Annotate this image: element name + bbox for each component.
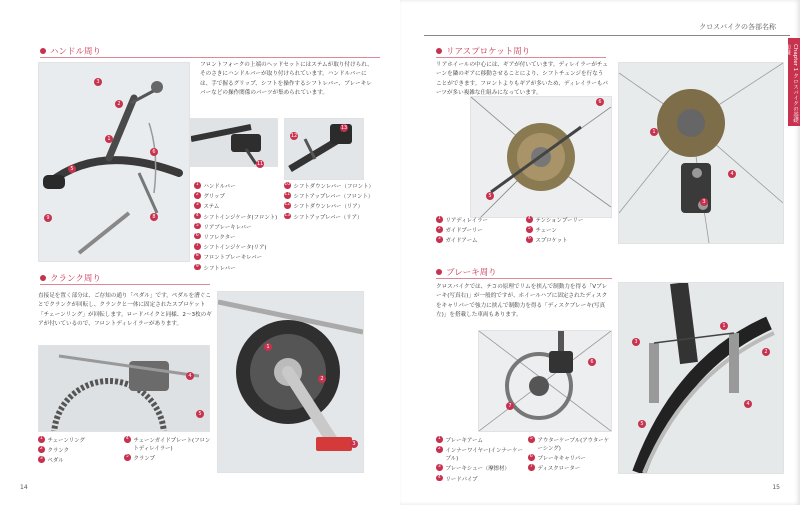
brake-legend-col2: 5 アウターケーブル(アウターケーシング) 6 ブレーキキャリパー 7 ディスクローター (529, 436, 610, 473)
section-title-handle: ハンドル周り (40, 45, 101, 57)
shifter-photo-rear (284, 118, 364, 180)
section-rule (436, 57, 606, 58)
handle-legend-col2: 10 シフトダウンレバー（フロント） 11 シフトアップレバー（フロント） 12 シフトダウンレバー（リア） 13 シフトアップレバー（リア） (284, 182, 374, 221)
page-number-right: 15 (772, 484, 780, 491)
bullet-icon (436, 269, 442, 275)
callout-marker: 6 (588, 358, 596, 366)
crank-legend-col1: 1 チェーンリング 2 クランク 3 ペダル (39, 436, 85, 465)
crank-legend-col2: 4 チェーンガイドプレート(フロントディレイラー) 5 クランプ (125, 436, 211, 463)
callout-marker: 3 (632, 338, 640, 346)
rear-body-text: リアホイールの中心には、ギアが付いています。ディレイラーがチェーンを隣のギアに移動させることにより、シフトチェンジを行なうことができます。フロントよりもギアが多いため、ディレイラーもパーツが多い複雑な仕組みになっています。 (436, 62, 609, 97)
callout-marker: 8 (150, 213, 158, 221)
section-title-crank: クランク周り (40, 272, 101, 284)
bullet-icon (40, 275, 46, 281)
section-title-rear: リアスプロケット周り (436, 45, 530, 57)
derailleur-photo (38, 345, 210, 432)
callout-marker: 5 (196, 410, 204, 418)
callout-marker: 12 (290, 133, 298, 139)
shifter-illustration (191, 119, 277, 166)
callout-marker: 4 (728, 170, 736, 178)
callout-marker: 2 (115, 100, 123, 108)
callout-marker: 11 (256, 161, 264, 167)
rear-legend-col1: 1 リアディレイラー 2 ガイドプーリー 3 ガイドアーム (437, 216, 488, 245)
callout-marker: 3 (700, 198, 708, 206)
section-title-brake: ブレーキ周り (436, 266, 497, 278)
chapter-tab: Chapter 1 クロスバイクの基礎知識 (788, 38, 800, 126)
handlebar-illustration (39, 63, 189, 261)
rear-legend-col2: 4 テンションプーリー 5 チェーン 6 スプロケット (527, 216, 584, 245)
callout-marker: 5 (486, 192, 494, 200)
callout-marker: 7 (506, 402, 514, 410)
v-brake-illustration (619, 283, 783, 473)
section-rule (40, 57, 380, 58)
rear-derailleur-photo (618, 62, 784, 244)
disc-brake-illustration (479, 331, 611, 431)
disc-brake-photo (478, 330, 612, 432)
crank-body-text: 直接足を置く部分は、ご存知の通り「ペダル」です。ペダルを漕ぐことでクランクが回転し、クランクと一体に固定されたスプロケット「チェーンリング」が回転します。ロードバイクと同様、2〜3枚のギアが付いているので、フロントディレイラーがあります。 (38, 293, 212, 328)
shifter-photo-front (190, 118, 278, 167)
page-number-left: 14 (20, 484, 28, 491)
crank-closeup-illustration (39, 346, 209, 431)
callout-marker: 2 (762, 348, 770, 356)
callout-marker: 13 (340, 125, 348, 131)
callout-marker: 5 (638, 420, 646, 428)
brake-body-text: クロスバイクでは、テコの原理でリムを挟んで制動力を得る「Vブレーキ(写真右)」が一般的ですが、ホイールハブに固定されたディスクをキャリパーで強力に挟んで制動力を得る「ディスクブレーキ(写真左)」を搭載した車両もあります。 (436, 284, 608, 319)
callout-marker: 1 (264, 343, 272, 351)
header-rule (424, 35, 790, 36)
rear-derailleur-illustration (619, 63, 783, 243)
callout-marker: 9 (44, 214, 52, 222)
brake-legend-col1: 1 ブレーキアーム 2 インナーワイヤー(インナーケーブル) 3 ブレーキシュー（摩擦材） 4 リードパイプ (437, 436, 523, 483)
callout-marker: 4 (186, 372, 194, 380)
bullet-icon (436, 48, 442, 54)
callout-marker: 6 (596, 98, 604, 106)
callout-marker: 2 (318, 375, 326, 383)
handle-legend-col1: 1 ハンドルバー 2 グリップ 3 ステム 4 シフトインジケータ(フロント) 5 リアブレーキレバー 6 リフレクター 7 シフトインジケータ(リア) 8 フロントブレーキレバー 9 シフトレバー (195, 182, 278, 272)
shifter-illustration (285, 119, 363, 179)
callout-marker: 6 (150, 148, 158, 156)
callout-marker: 1 (720, 322, 728, 330)
handle-body-text: フロントフォークの上端のヘッドセットにはステムが取り付けられ、そのさきにハンドルバーが取り付けられています。ハンドルバーには、手で握るグリップ、シフトを操作するシフトレバー、ブレーキレバーなどの操作関係のパーツが集められています。 (200, 62, 373, 97)
callout-marker: 4 (744, 400, 752, 408)
callout-marker: 5 (68, 165, 76, 173)
callout-marker: 3 (350, 440, 358, 448)
section-rule (436, 278, 612, 279)
bullet-icon (40, 48, 46, 54)
v-brake-photo (618, 282, 784, 474)
crank-photo (217, 291, 364, 473)
section-rule (40, 284, 210, 285)
handlebar-photo (38, 62, 190, 262)
callout-marker: 1 (105, 135, 113, 143)
callout-marker: 3 (94, 78, 102, 86)
callout-marker: 1 (650, 128, 658, 136)
running-head: クロスバイクの各部名称 (699, 23, 776, 31)
crankset-illustration (218, 292, 363, 472)
